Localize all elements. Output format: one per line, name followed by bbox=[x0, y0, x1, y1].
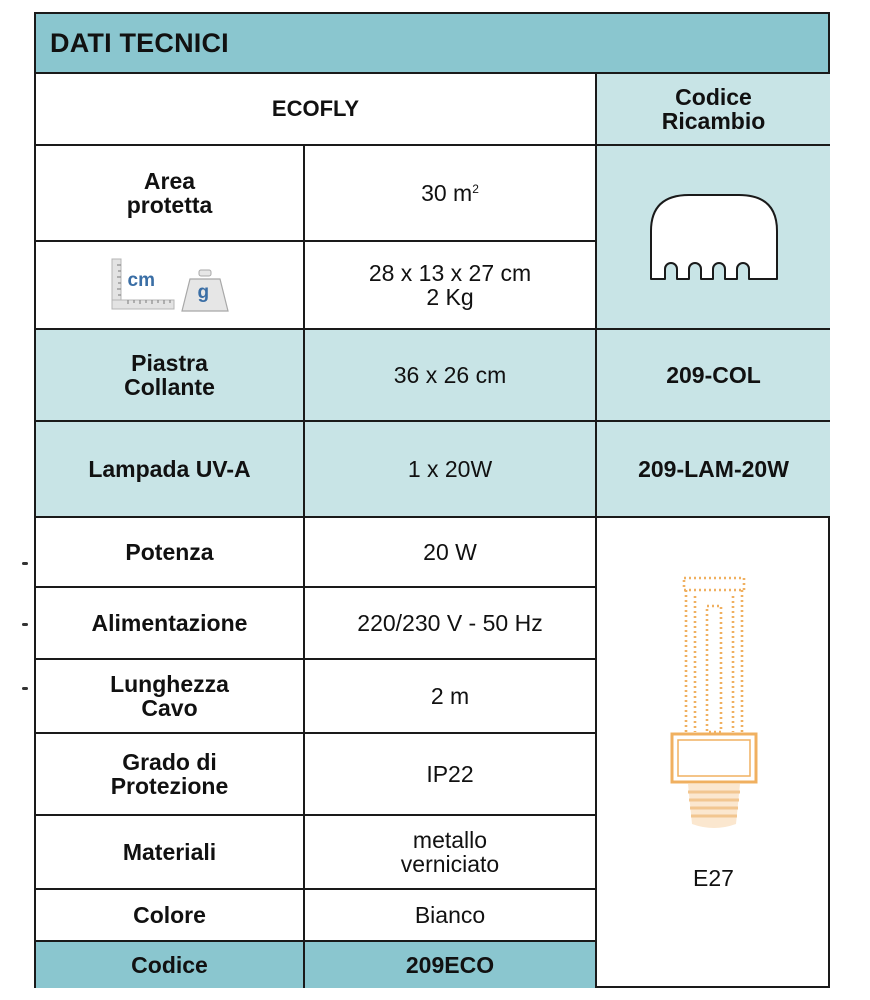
tech-spec-table bbox=[34, 12, 830, 988]
cable-label-line2: Cavo bbox=[141, 695, 198, 721]
plate-label bbox=[36, 330, 303, 420]
code-value: 209ECO bbox=[405, 951, 495, 978]
area-label-line2: protetta bbox=[126, 192, 213, 218]
product-name: ECOFLY bbox=[271, 96, 360, 122]
area-label-line1: Area bbox=[143, 167, 196, 194]
plate-label-line2: Collante bbox=[124, 374, 215, 400]
materials-label: Materiali bbox=[122, 838, 217, 865]
spare-header-line2: Ricambio bbox=[661, 108, 766, 134]
cable-label-line1: Lunghezza bbox=[110, 670, 229, 697]
plate-code: 209-COL bbox=[666, 361, 761, 388]
materials-value-line2: verniciato bbox=[400, 851, 500, 877]
cable-value: 2 m bbox=[430, 682, 470, 709]
lamp-code: 209-LAM-20W bbox=[638, 455, 789, 482]
power-label: Potenza bbox=[125, 538, 214, 565]
size-weight-value bbox=[305, 242, 595, 328]
area-value-sup: 2 bbox=[472, 181, 479, 196]
plate-label-line1: Piastra bbox=[131, 349, 208, 376]
glue-plate-icon bbox=[597, 146, 830, 328]
margin-speck bbox=[22, 562, 28, 565]
materials-value-line1: metallo bbox=[412, 826, 488, 853]
g-icon-text: g bbox=[197, 282, 210, 303]
lamp-label: Lampada UV-A bbox=[88, 455, 251, 482]
uv-bulb-panel bbox=[597, 518, 830, 988]
protection-label-line1: Grado di bbox=[122, 748, 217, 775]
plate-value: 36 x 26 cm bbox=[393, 361, 507, 388]
area-label bbox=[36, 146, 303, 240]
size-weight-icons bbox=[36, 242, 303, 328]
area-value bbox=[305, 146, 595, 240]
materials-value bbox=[305, 816, 595, 888]
lamp-value: 1 x 20W bbox=[407, 455, 493, 482]
ruler-cm-icon bbox=[110, 257, 176, 313]
protection-value: IP22 bbox=[426, 760, 474, 787]
margin-speck bbox=[22, 623, 28, 626]
dimensions-value: 28 x 13 x 27 cm bbox=[368, 259, 532, 286]
protection-label bbox=[36, 734, 303, 814]
spare-code-header bbox=[597, 74, 830, 144]
area-value-main: 30 m bbox=[421, 179, 473, 206]
weight-value: 2 Kg bbox=[426, 284, 474, 310]
protection-label-line2: Protezione bbox=[110, 773, 229, 799]
weight-g-icon bbox=[180, 269, 230, 313]
bulb-socket-label: E27 bbox=[693, 865, 734, 891]
cable-label bbox=[36, 660, 303, 732]
margin-speck bbox=[22, 687, 28, 690]
page-title: DATI TECNICI bbox=[36, 14, 828, 72]
uv-bulb-icon bbox=[664, 570, 764, 840]
supply-label: Alimentazione bbox=[91, 609, 248, 636]
color-value: Bianco bbox=[414, 901, 486, 928]
cm-icon-text: cm bbox=[127, 270, 155, 291]
color-label: Colore bbox=[133, 901, 206, 928]
code-label: Codice bbox=[131, 951, 208, 978]
supply-value: 220/230 V - 50 Hz bbox=[357, 609, 543, 636]
power-value: 20 W bbox=[423, 538, 477, 565]
spare-header-line1: Codice bbox=[675, 83, 752, 110]
